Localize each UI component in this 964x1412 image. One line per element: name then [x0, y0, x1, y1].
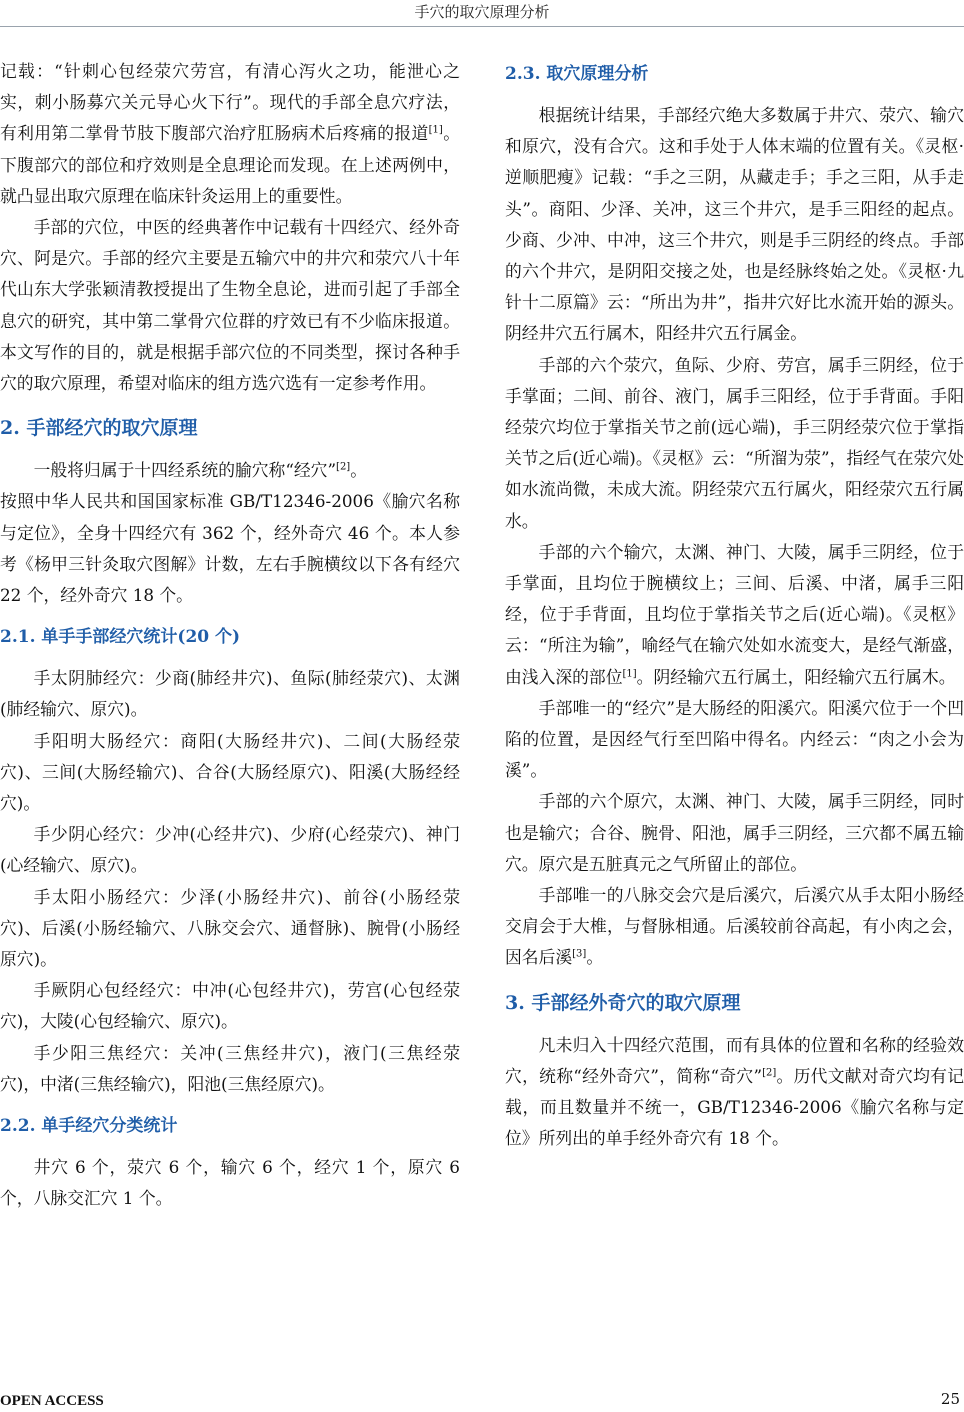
open-access-label: OPEN ACCESS	[0, 1393, 104, 1409]
citation[interactable]: [1]	[428, 124, 443, 136]
paragraph: 井穴 6 个，荥穴 6 个，输穴 6 个，经穴 1 个，原穴 6 个，八脉交汇穴 1 个。	[0, 1157, 460, 1209]
running-header: 手穴的取穴原理分析	[414, 3, 550, 21]
paragraph: 手部唯一的八脉交会穴是后溪穴，后溪穴从手太阳小肠经交肩会于大椎，与督脉相通。后溪较前谷高起，有小肉之会，因名后溪[3]。	[505, 885, 964, 968]
paragraph: 手太阴肺经穴：少商(肺经井穴)、鱼际(肺经荥穴)、太渊(肺经输穴、原穴)。	[0, 668, 460, 720]
paragraph: 手部的穴位，中医的经典著作中记载有十四经穴、经外奇穴、阿是穴。手部的经穴主要是五输穴中的井穴和荥穴八十年代山东大学张颖清教授提出了生物全息论，进而引起了手部全息穴的研究，其中第二掌骨穴位群的疗效已有不少临床报道。本文写作的目的，就是根据手部穴位的不同类型，探讨各种手穴的取穴原理，希望对临床的组方选穴选有一定参考作用。	[0, 217, 460, 394]
paragraph: 手厥阴心包经经穴：中冲(心包经井穴)，劳宫(心包经荥穴)，大陵(心包经输穴、原穴)。	[0, 980, 460, 1032]
paragraph: 记载：“针刺心包经荥穴劳宫，有清心泻火之功，能泄心之实，刺小肠募穴关元导心火下行”。现代的手部全息穴疗法，有利用第二掌骨节肢下腹部穴治疗肛肠病术后疼痛的报道[1]。下腹部穴的部位和疗效则是全息理论而发现。在上述两例中，就凸显出取穴原理在临床针灸运用上的重要性。	[0, 61, 460, 206]
paragraph: 手部的六个原穴，太渊、神门、大陵，属手三阴经，同时也是输穴；合谷、腕骨、阳池，属手三阴经，三穴都不属五输穴。原穴是五脏真元之气所留止的部位。	[505, 791, 964, 874]
paragraph: 手部的六个荥穴，鱼际、少府、劳宫，属手三阴经，位于手掌面；二间、前谷、液门，属手三阳经，位于手背面。手阳经荥穴均位于掌指关节之前(远心端)，手三阴经荥穴位于掌指关节之后(近心端)。《灵枢》云：“所溜为荥”，指经气在荥穴处如水流尚微，未成大流。阴经荥穴五行属火，阳经荥穴五行属水。	[505, 354, 964, 531]
subsection-heading: 2.1. 单手手部经穴统计(20 个)	[0, 627, 241, 648]
header-divider	[0, 26, 964, 27]
section-heading: 2. 手部经穴的取穴原理	[0, 417, 198, 440]
paragraph: 凡未归入十四经穴范围，而有具体的位置和名称的经验效穴，统称“经外奇穴”，简称“奇穴”[2]。历代文献对奇穴均有记载，而且数量并不统一，GB/T12346-2006《腧穴名称与定位》所列出的单手经外奇穴有 18 个。	[505, 1034, 964, 1149]
paragraph: 手太阳小肠经穴：少泽(小肠经井穴)、前谷(小肠经荥穴)、后溪(小肠经输穴、八脉交会穴、通督脉)、腕骨(小肠经原穴)。	[0, 886, 460, 970]
paragraph: 按照中华人民共和国国家标准 GB/T12346-2006《腧穴名称与定位》，全身十四经穴有 362 个，经外奇穴 46 个。本人参考《杨甲三针灸取穴图解》计数，左右手腕横纹以下各有经穴 22 个，经外奇穴 18 个。	[0, 491, 460, 606]
citation[interactable]: [3]	[572, 948, 587, 960]
paragraph: 手少阴心经穴：少冲(心经井穴)、少府(心经荥穴)、神门(心经输穴、原穴)。	[0, 824, 460, 876]
paragraph: 一般将归属于十四经系统的腧穴称“经穴”[2]。	[33, 460, 368, 481]
citation[interactable]: [2]	[336, 461, 351, 473]
citation[interactable]: [1]	[622, 668, 637, 680]
paragraph: 手部唯一的“经穴”是大肠经的阳溪穴。阳溪穴位于一个凹陷的位置，是因经气行至凹陷中得名。内经云：“肉之小会为溪”。	[505, 697, 964, 781]
paragraph: 根据统计结果，手部经穴绝大多数属于井穴、荥穴、输穴和原穴，没有合穴。这和手处于人体末端的位置有关。《灵枢·逆顺肥瘦》记载：“手之三阴，从藏走手；手之三阳，从手走头”。商阳、少泽、关冲，这三个井穴，是手三阳经的起点。少商、少冲、中冲，这三个井穴，则是手三阴经的终点。手部的六个井穴，是阴阳交接之处，也是经脉终始之处。《灵枢·九针十二原篇》云：“所出为井”，指井穴好比水流开始的源头。阴经井穴五行属木，阳经井穴五行属金。	[505, 105, 964, 344]
subsection-heading: 2.2. 单手经穴分类统计	[0, 1116, 178, 1137]
subsection-heading: 2.3. 取穴原理分析	[505, 64, 649, 84]
paragraph: 手部的六个输穴，太渊、神门、大陵，属手三阴经，位于手掌面，且均位于腕横纹上；三间、后溪、中渚，属手三阳经，位于手背面，且均位于掌指关节之后(近心端)。《灵枢》云：“所注为输”，喻经气在输穴处如水流变大，是经气渐盛，由浅入深的部位[1]。阴经输穴五行属土，阳经输穴五行属木。	[505, 541, 964, 687]
page-number: 25	[940, 1390, 960, 1408]
section-heading: 3. 手部经外奇穴的取穴原理	[505, 991, 741, 1014]
citation[interactable]: [2]	[762, 1067, 777, 1079]
paragraph: 手阳明大肠经穴：商阳(大肠经井穴)、二间(大肠经荥穴)、三间(大肠经输穴)、合谷(大肠经原穴)、阳溪(大肠经经穴)。	[0, 730, 460, 814]
right-column	[505, 56, 964, 1155]
left-column	[0, 56, 460, 1215]
paragraph: 手少阳三焦经穴：关冲(三焦经井穴)，液门(三焦经荥穴)，中渚(三焦经输穴)，阳池(三焦经原穴)。	[0, 1042, 460, 1094]
